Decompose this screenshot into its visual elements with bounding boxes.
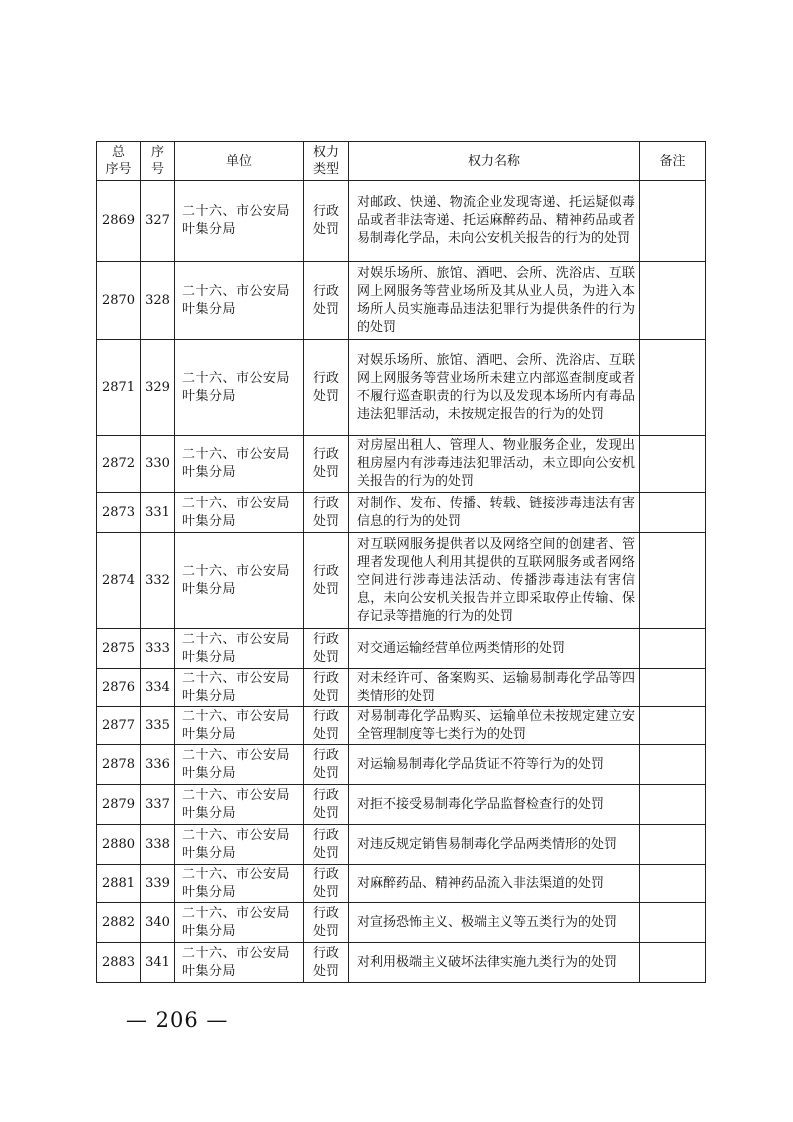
- remarks-cell: [640, 785, 706, 825]
- unit-cell: 二十六、市公安局叶集分局: [175, 707, 304, 745]
- total-number-cell: 2871: [97, 340, 141, 436]
- power-type-cell: 行政 处罚: [304, 629, 349, 669]
- sequence-number-cell: 340: [141, 903, 175, 943]
- header-remarks: 备注: [640, 142, 706, 181]
- power-name-cell: 对运输易制毒化学品货证不符等行为的处罚: [349, 745, 640, 785]
- table-row: [97, 629, 706, 669]
- total-number-cell: 2878: [97, 745, 141, 785]
- power-name-cell: 对交通运输经营单位两类情形的处罚: [349, 629, 640, 669]
- table-row: [97, 262, 706, 340]
- power-name-cell: 对邮政、快递、物流企业发现寄递、托运疑似毒品或者非法寄递、托运麻醉药品、精神药品或者易制毒化学品，未向公安机关报告的行为的处罚: [349, 181, 640, 262]
- power-name-cell: 对易制毒化学品购买、运输单位未按规定建立安全管理制度等七类行为的处罚: [349, 707, 640, 745]
- power-type-cell: 行政 处罚: [304, 436, 349, 493]
- unit-cell: 二十六、市公安局叶集分局: [175, 865, 304, 903]
- sequence-number-cell: 338: [141, 825, 175, 865]
- table-row: [97, 181, 706, 262]
- power-type-cell: 行政 处罚: [304, 745, 349, 785]
- remarks-cell: [640, 629, 706, 669]
- remarks-cell: [640, 340, 706, 436]
- sequence-number-cell: 341: [141, 943, 175, 983]
- header-sequence-number: 序 号: [141, 142, 175, 181]
- power-type-cell: 行政 处罚: [304, 943, 349, 983]
- remarks-cell: [640, 943, 706, 983]
- total-number-cell: 2881: [97, 865, 141, 903]
- header-power-name: 权力名称: [349, 142, 640, 181]
- unit-cell: 二十六、市公安局叶集分局: [175, 745, 304, 785]
- table-row: [97, 340, 706, 436]
- power-name-cell: 对房屋出租人、管理人、物业服务企业，发现出租房屋内有涉毒违法犯罪活动，未立即向公安机关报告的行为的处罚: [349, 436, 640, 493]
- total-number-cell: 2869: [97, 181, 141, 262]
- remarks-cell: [640, 493, 706, 533]
- total-number-cell: 2873: [97, 493, 141, 533]
- total-number-cell: 2880: [97, 825, 141, 865]
- table-row: [97, 825, 706, 865]
- remarks-cell: [640, 181, 706, 262]
- page-number: — 206 —: [126, 1008, 229, 1032]
- sequence-number-cell: 332: [141, 533, 175, 629]
- sequence-number-cell: 333: [141, 629, 175, 669]
- power-type-cell: 行政 处罚: [304, 262, 349, 340]
- power-type-cell: 行政 处罚: [304, 707, 349, 745]
- power-name-cell: 对拒不接受易制毒化学品监督检查行的处罚: [349, 785, 640, 825]
- power-list-table: [96, 141, 706, 983]
- sequence-number-cell: 331: [141, 493, 175, 533]
- remarks-cell: [640, 825, 706, 865]
- power-name-cell: 对违反规定销售易制毒化学品两类情形的处罚: [349, 825, 640, 865]
- unit-cell: 二十六、市公安局叶集分局: [175, 629, 304, 669]
- power-name-cell: 对互联网服务提供者以及网络空间的创建者、管理者发现他人利用其提供的互联网服务或者网络空间进行涉毒违法活动、传播涉毒违法有害信息，未向公安机关报告并立即采取停止传输、保存记录等措施的行为的处罚: [349, 533, 640, 629]
- unit-cell: 二十六、市公安局叶集分局: [175, 943, 304, 983]
- table-row: [97, 865, 706, 903]
- power-name-cell: 对娱乐场所、旅馆、酒吧、会所、洗浴店、互联网上网服务等营业场所及其从业人员，为进入本场所人员实施毒品违法犯罪行为提供条件的行为的处罚: [349, 262, 640, 340]
- sequence-number-cell: 334: [141, 669, 175, 707]
- remarks-cell: [640, 707, 706, 745]
- sequence-number-cell: 329: [141, 340, 175, 436]
- power-type-cell: 行政 处罚: [304, 669, 349, 707]
- total-number-cell: 2870: [97, 262, 141, 340]
- table-row: [97, 493, 706, 533]
- total-number-cell: 2872: [97, 436, 141, 493]
- remarks-cell: [640, 262, 706, 340]
- remarks-cell: [640, 436, 706, 493]
- remarks-cell: [640, 745, 706, 785]
- remarks-cell: [640, 903, 706, 943]
- table-row: [97, 903, 706, 943]
- header-unit: 单位: [175, 142, 304, 181]
- power-type-cell: 行政 处罚: [304, 181, 349, 262]
- power-type-cell: 行政 处罚: [304, 865, 349, 903]
- remarks-cell: [640, 669, 706, 707]
- power-type-cell: 行政 处罚: [304, 825, 349, 865]
- power-type-cell: 行政 处罚: [304, 340, 349, 436]
- power-name-cell: 对宣扬恐怖主义、极端主义等五类行为的处罚: [349, 903, 640, 943]
- unit-cell: 二十六、市公安局叶集分局: [175, 785, 304, 825]
- sequence-number-cell: 335: [141, 707, 175, 745]
- power-name-cell: 对未经许可、备案购买、运输易制毒化学品等四类情形的处罚: [349, 669, 640, 707]
- total-number-cell: 2877: [97, 707, 141, 745]
- header-total-number: 总 序号: [97, 142, 141, 181]
- remarks-cell: [640, 533, 706, 629]
- total-number-cell: 2883: [97, 943, 141, 983]
- header-power-type: 权力 类型: [304, 142, 349, 181]
- unit-cell: 二十六、市公安局叶集分局: [175, 262, 304, 340]
- total-number-cell: 2874: [97, 533, 141, 629]
- total-number-cell: 2879: [97, 785, 141, 825]
- sequence-number-cell: 336: [141, 745, 175, 785]
- unit-cell: 二十六、市公安局叶集分局: [175, 533, 304, 629]
- unit-cell: 二十六、市公安局叶集分局: [175, 340, 304, 436]
- total-number-cell: 2875: [97, 629, 141, 669]
- power-type-cell: 行政 处罚: [304, 493, 349, 533]
- table-row: [97, 707, 706, 745]
- sequence-number-cell: 337: [141, 785, 175, 825]
- power-type-cell: 行政 处罚: [304, 785, 349, 825]
- total-number-cell: 2876: [97, 669, 141, 707]
- power-name-cell: 对制作、发布、传播、转载、链接涉毒违法有害信息的行为的处罚: [349, 493, 640, 533]
- table-row: [97, 745, 706, 785]
- table-row: [97, 785, 706, 825]
- table-row: [97, 533, 706, 629]
- table-row: [97, 669, 706, 707]
- sequence-number-cell: 328: [141, 262, 175, 340]
- unit-cell: 二十六、市公安局叶集分局: [175, 669, 304, 707]
- sequence-number-cell: 339: [141, 865, 175, 903]
- table-row: [97, 436, 706, 493]
- sequence-number-cell: 330: [141, 436, 175, 493]
- total-number-cell: 2882: [97, 903, 141, 943]
- table-header-row: [97, 142, 706, 181]
- power-name-cell: 对麻醉药品、精神药品流入非法渠道的处罚: [349, 865, 640, 903]
- sequence-number-cell: 327: [141, 181, 175, 262]
- unit-cell: 二十六、市公安局叶集分局: [175, 436, 304, 493]
- unit-cell: 二十六、市公安局叶集分局: [175, 825, 304, 865]
- unit-cell: 二十六、市公安局叶集分局: [175, 903, 304, 943]
- unit-cell: 二十六、市公安局叶集分局: [175, 181, 304, 262]
- table-row: [97, 943, 706, 983]
- remarks-cell: [640, 865, 706, 903]
- power-name-cell: 对娱乐场所、旅馆、酒吧、会所、洗浴店、互联网上网服务等营业场所未建立内部巡查制度或者不履行巡查职责的行为以及发现本场所内有毒品违法犯罪活动，未按规定报告的行为的处罚: [349, 340, 640, 436]
- power-name-cell: 对利用极端主义破坏法律实施九类行为的处罚: [349, 943, 640, 983]
- power-type-cell: 行政 处罚: [304, 533, 349, 629]
- unit-cell: 二十六、市公安局叶集分局: [175, 493, 304, 533]
- power-type-cell: 行政 处罚: [304, 903, 349, 943]
